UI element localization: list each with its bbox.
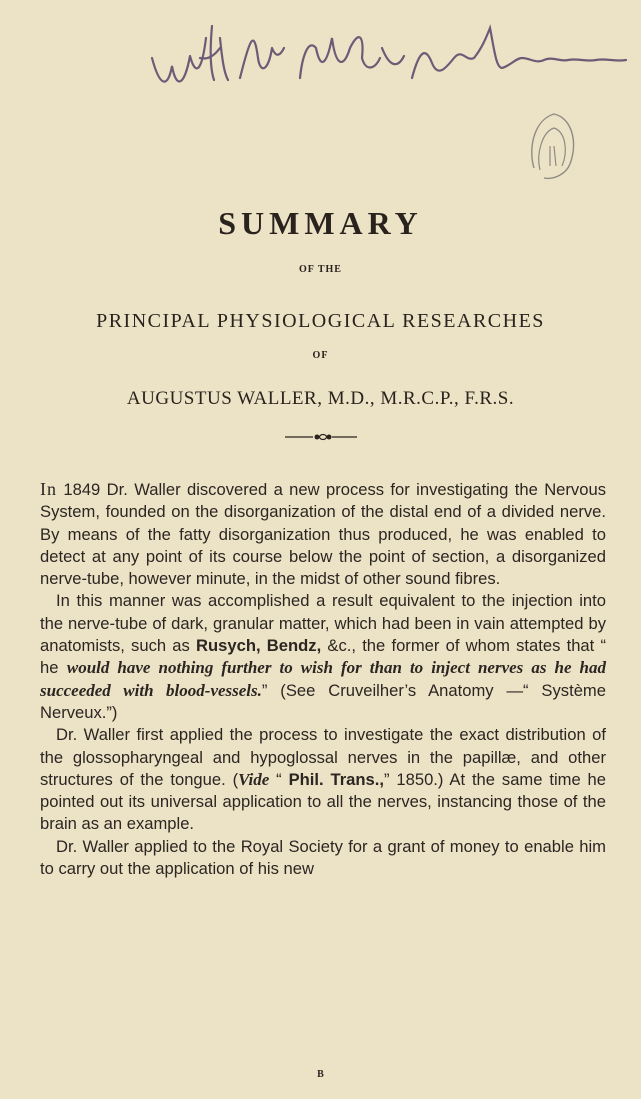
paragraph-3-text-c: ” 1850.) At the same time he pointed out its universal application to all the nerves, instancing those of the brain as an example. (40, 769, 607, 834)
quotation: would have nothing further to wish for than to inject nerves as he had succeeded with blood-vessels. (40, 658, 606, 700)
paragraph-1 (40, 478, 606, 590)
paragraph-2 (40, 590, 606, 724)
paragraph-3-text-a: Dr. Waller first applied the process to investigate the exact distribution of the glossopharyngeal and hypoglossal nerves in the papillæ, and other structures of the tongue. ( (40, 725, 606, 789)
signature-mark: B (317, 1069, 324, 1080)
author-line: AUGUSTUS WALLER, M.D., M.R.C.P., F.R.S. (126, 388, 515, 409)
document-title: SUMMARY (218, 205, 423, 241)
document-subtitle: PRINCIPAL PHYSIOLOGICAL RESEARCHES (96, 310, 545, 332)
vide-italic: Vide (238, 769, 270, 789)
divider-ornament-icon (285, 431, 357, 443)
phil-trans-citation: Phil. Trans., (288, 769, 384, 789)
library-stamp-icon (520, 108, 582, 190)
paragraph-2-text-a: In this manner was accomplished a result equivalent to the injection into the nerve-tube of dark, granular matter, which had been in vain attempted by anatomists, such as (40, 591, 606, 656)
paragraph-2-text-c: ” (See Cruveilher’s Anatomy —“ Système Nerveux.”) (40, 680, 606, 722)
title-connector-of: OF (312, 350, 329, 361)
body-text (40, 478, 606, 880)
paragraph-3-text-b: “ (269, 769, 289, 789)
drop-lead-word: In (40, 479, 57, 499)
inscription-signature-graphic (150, 18, 630, 98)
title-connector-of-the: OF THE (299, 264, 342, 275)
paragraph-2-text-b: &c., the former of whom states that “ he (40, 636, 606, 678)
paragraph-4: Dr. Waller applied to the Royal Society for a grant of money to enable him to carry out the application of his new (40, 836, 606, 879)
paragraph-1-text: 1849 Dr. Waller discovered a new process for investigating the Nervous System, founded on the disorganization of the distal end of a divided nerve. By means of the fatty disorganization thus produced, he was enabled to detect at any point of its course below the point of section, a disorganized nerve-tube, however minute, in the midst of other sound fibres. (40, 480, 606, 589)
anatomist-names: Rusych, Bendz, (196, 636, 322, 656)
handwritten-inscription (150, 18, 630, 98)
paragraph-3 (40, 724, 606, 835)
